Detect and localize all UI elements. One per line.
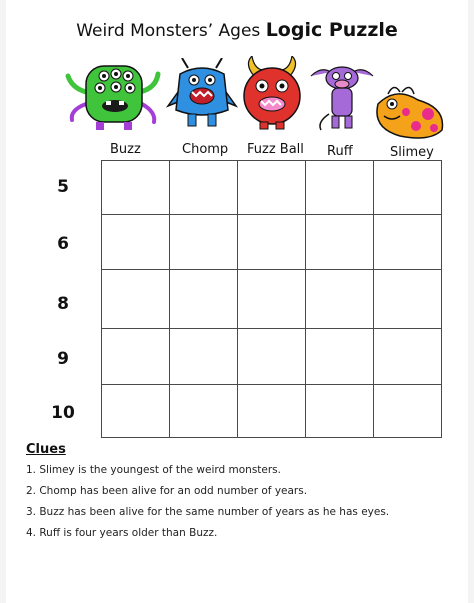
- clue-item: 2. Chomp has been alive for an odd number of years.: [26, 485, 308, 497]
- orange-monster-icon: [370, 82, 448, 142]
- grid-divider: [101, 384, 442, 385]
- blue-monster-icon: [166, 58, 238, 130]
- row-label-age: 6: [57, 234, 69, 254]
- column-label-buzz: Buzz: [110, 142, 141, 157]
- page-title: [0, 19, 474, 41]
- grid-divider: [101, 328, 442, 329]
- grid-divider: [373, 160, 374, 438]
- clue-item: 3. Buzz has been alive for the same number of years as he has eyes.: [26, 506, 390, 518]
- clue-item: 4. Ruff is four years older than Buzz.: [26, 527, 218, 539]
- column-label-chomp: Chomp: [182, 142, 229, 157]
- grid-divider: [305, 160, 306, 438]
- row-label-age: 10: [51, 403, 75, 423]
- column-label-fuzz-ball: Fuzz Ball: [247, 142, 304, 157]
- grid-divider: [169, 160, 170, 438]
- grid-divider: [101, 269, 442, 270]
- clue-item: 1. Slimey is the youngest of the weird monsters.: [26, 464, 281, 476]
- green-monster-icon: [64, 62, 164, 132]
- column-label-slimey: Slimey: [390, 145, 434, 160]
- grid-divider: [237, 160, 238, 438]
- title-bold: Logic Puzzle: [265, 19, 398, 41]
- red-monster-icon: [236, 56, 308, 130]
- row-label-age: 5: [57, 177, 69, 197]
- grid-divider: [101, 214, 442, 215]
- column-label-ruff: Ruff: [327, 144, 353, 159]
- row-label-age: 9: [57, 349, 69, 369]
- logic-grid: [101, 160, 442, 438]
- title-plain: Weird Monsters’ Ages: [76, 21, 266, 41]
- purple-monster-icon: [307, 62, 377, 132]
- clues-heading: Clues: [26, 442, 66, 457]
- row-label-age: 8: [57, 294, 69, 314]
